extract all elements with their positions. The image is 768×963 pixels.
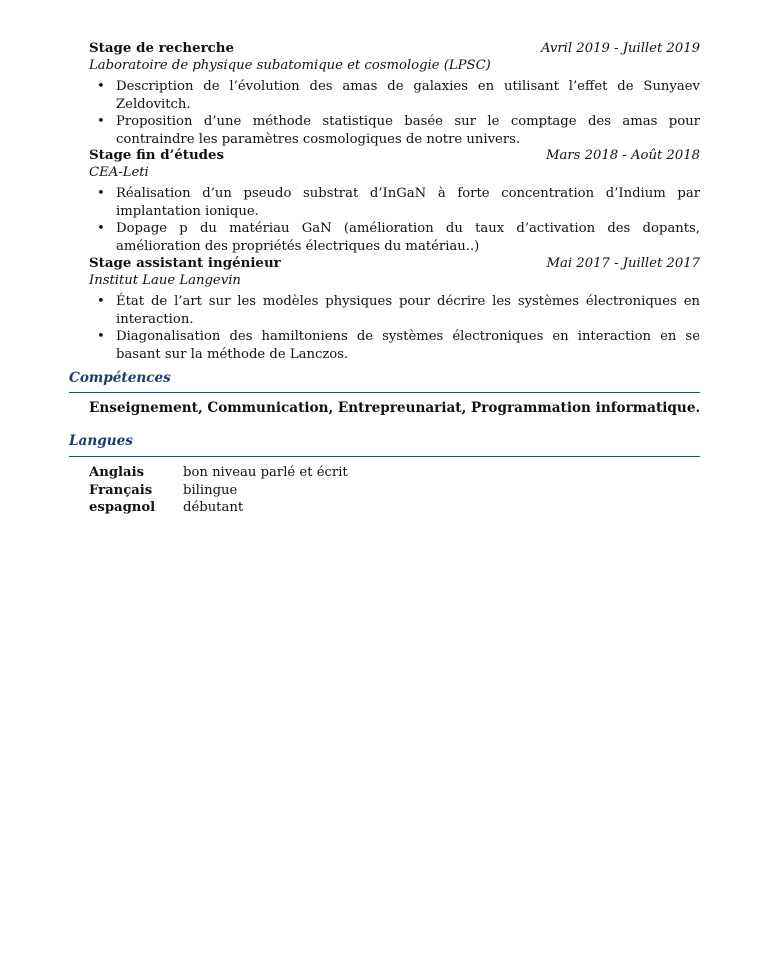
- language-level: débutant: [183, 500, 244, 515]
- bullet-item: • Diagonalisation des hamiltoniens de systèmes électroniques en interaction en se basant sur la méthode de Lanczos.: [97, 329, 700, 362]
- entry-organization: CEA-Leti: [89, 165, 149, 180]
- entry-bullets: [89, 293, 700, 363]
- language-name: Anglais: [89, 465, 145, 480]
- section-heading-skills: Compétences: [69, 370, 171, 386]
- language-row: [89, 482, 348, 500]
- bullet-icon: •: [97, 329, 105, 344]
- section-divider: [69, 392, 700, 393]
- language-level: bon niveau parlé et écrit: [183, 465, 348, 480]
- bullet-item: • Description de l’évolution des amas de galaxies en utilisant l’effet de Sunyaev Zeldovitch.: [97, 79, 700, 112]
- entry-dates: Mars 2018 - Août 2018: [545, 148, 700, 163]
- bullet-item: • Proposition d’une méthode statistique basée sur le comptage des amas pour contraindre les paramètres cosmologiques de notre univers.: [97, 114, 700, 147]
- entry-title: Stage de recherche: [89, 40, 235, 56]
- language-level: bilingue: [183, 482, 238, 498]
- entry-organization: Institut Laue Langevin: [89, 273, 241, 288]
- experience-entry: [89, 147, 700, 255]
- bullet-icon: •: [97, 221, 105, 236]
- languages-table: [89, 464, 348, 517]
- entry-title: Stage assistant ingénieur: [89, 255, 281, 271]
- entry-organization: Laboratoire de physique subatomique et cosmologie (LPSC): [89, 58, 491, 73]
- section-divider: [69, 456, 700, 457]
- language-name: Français: [89, 482, 153, 498]
- language-row: [89, 464, 348, 482]
- experience-entry: [89, 40, 700, 148]
- bullet-icon: •: [97, 294, 105, 309]
- language-row: [89, 499, 348, 517]
- entry-dates: Avril 2019 - Juillet 2019: [540, 41, 700, 56]
- experience-entry: [89, 255, 700, 363]
- entry-title: Stage fin d’études: [89, 147, 225, 163]
- bullet-icon: •: [97, 186, 105, 201]
- entry-bullets: [89, 185, 700, 255]
- skills-list: Enseignement, Communication, Entrepreunariat, Programmation informatique.: [89, 400, 701, 416]
- bullet-item: • Dopage p du matériau GaN (amélioration du taux d’activation des dopants, amélioration des propriétés électriques du matériau..): [97, 221, 700, 254]
- bullet-item: • État de l’art sur les modèles physiques pour décrire les systèmes électroniques en interaction.: [97, 294, 700, 327]
- entry-dates: Mai 2017 - Juillet 2017: [546, 256, 700, 271]
- bullet-item: • Réalisation d’un pseudo substrat d’InGaN à forte concentration d’Indium par implantation ionique.: [97, 186, 700, 219]
- bullet-icon: •: [97, 79, 105, 94]
- bullet-icon: •: [97, 114, 105, 129]
- section-heading-languages: Langues: [69, 433, 133, 449]
- language-name: espagnol: [89, 500, 156, 515]
- entry-bullets: [89, 78, 700, 148]
